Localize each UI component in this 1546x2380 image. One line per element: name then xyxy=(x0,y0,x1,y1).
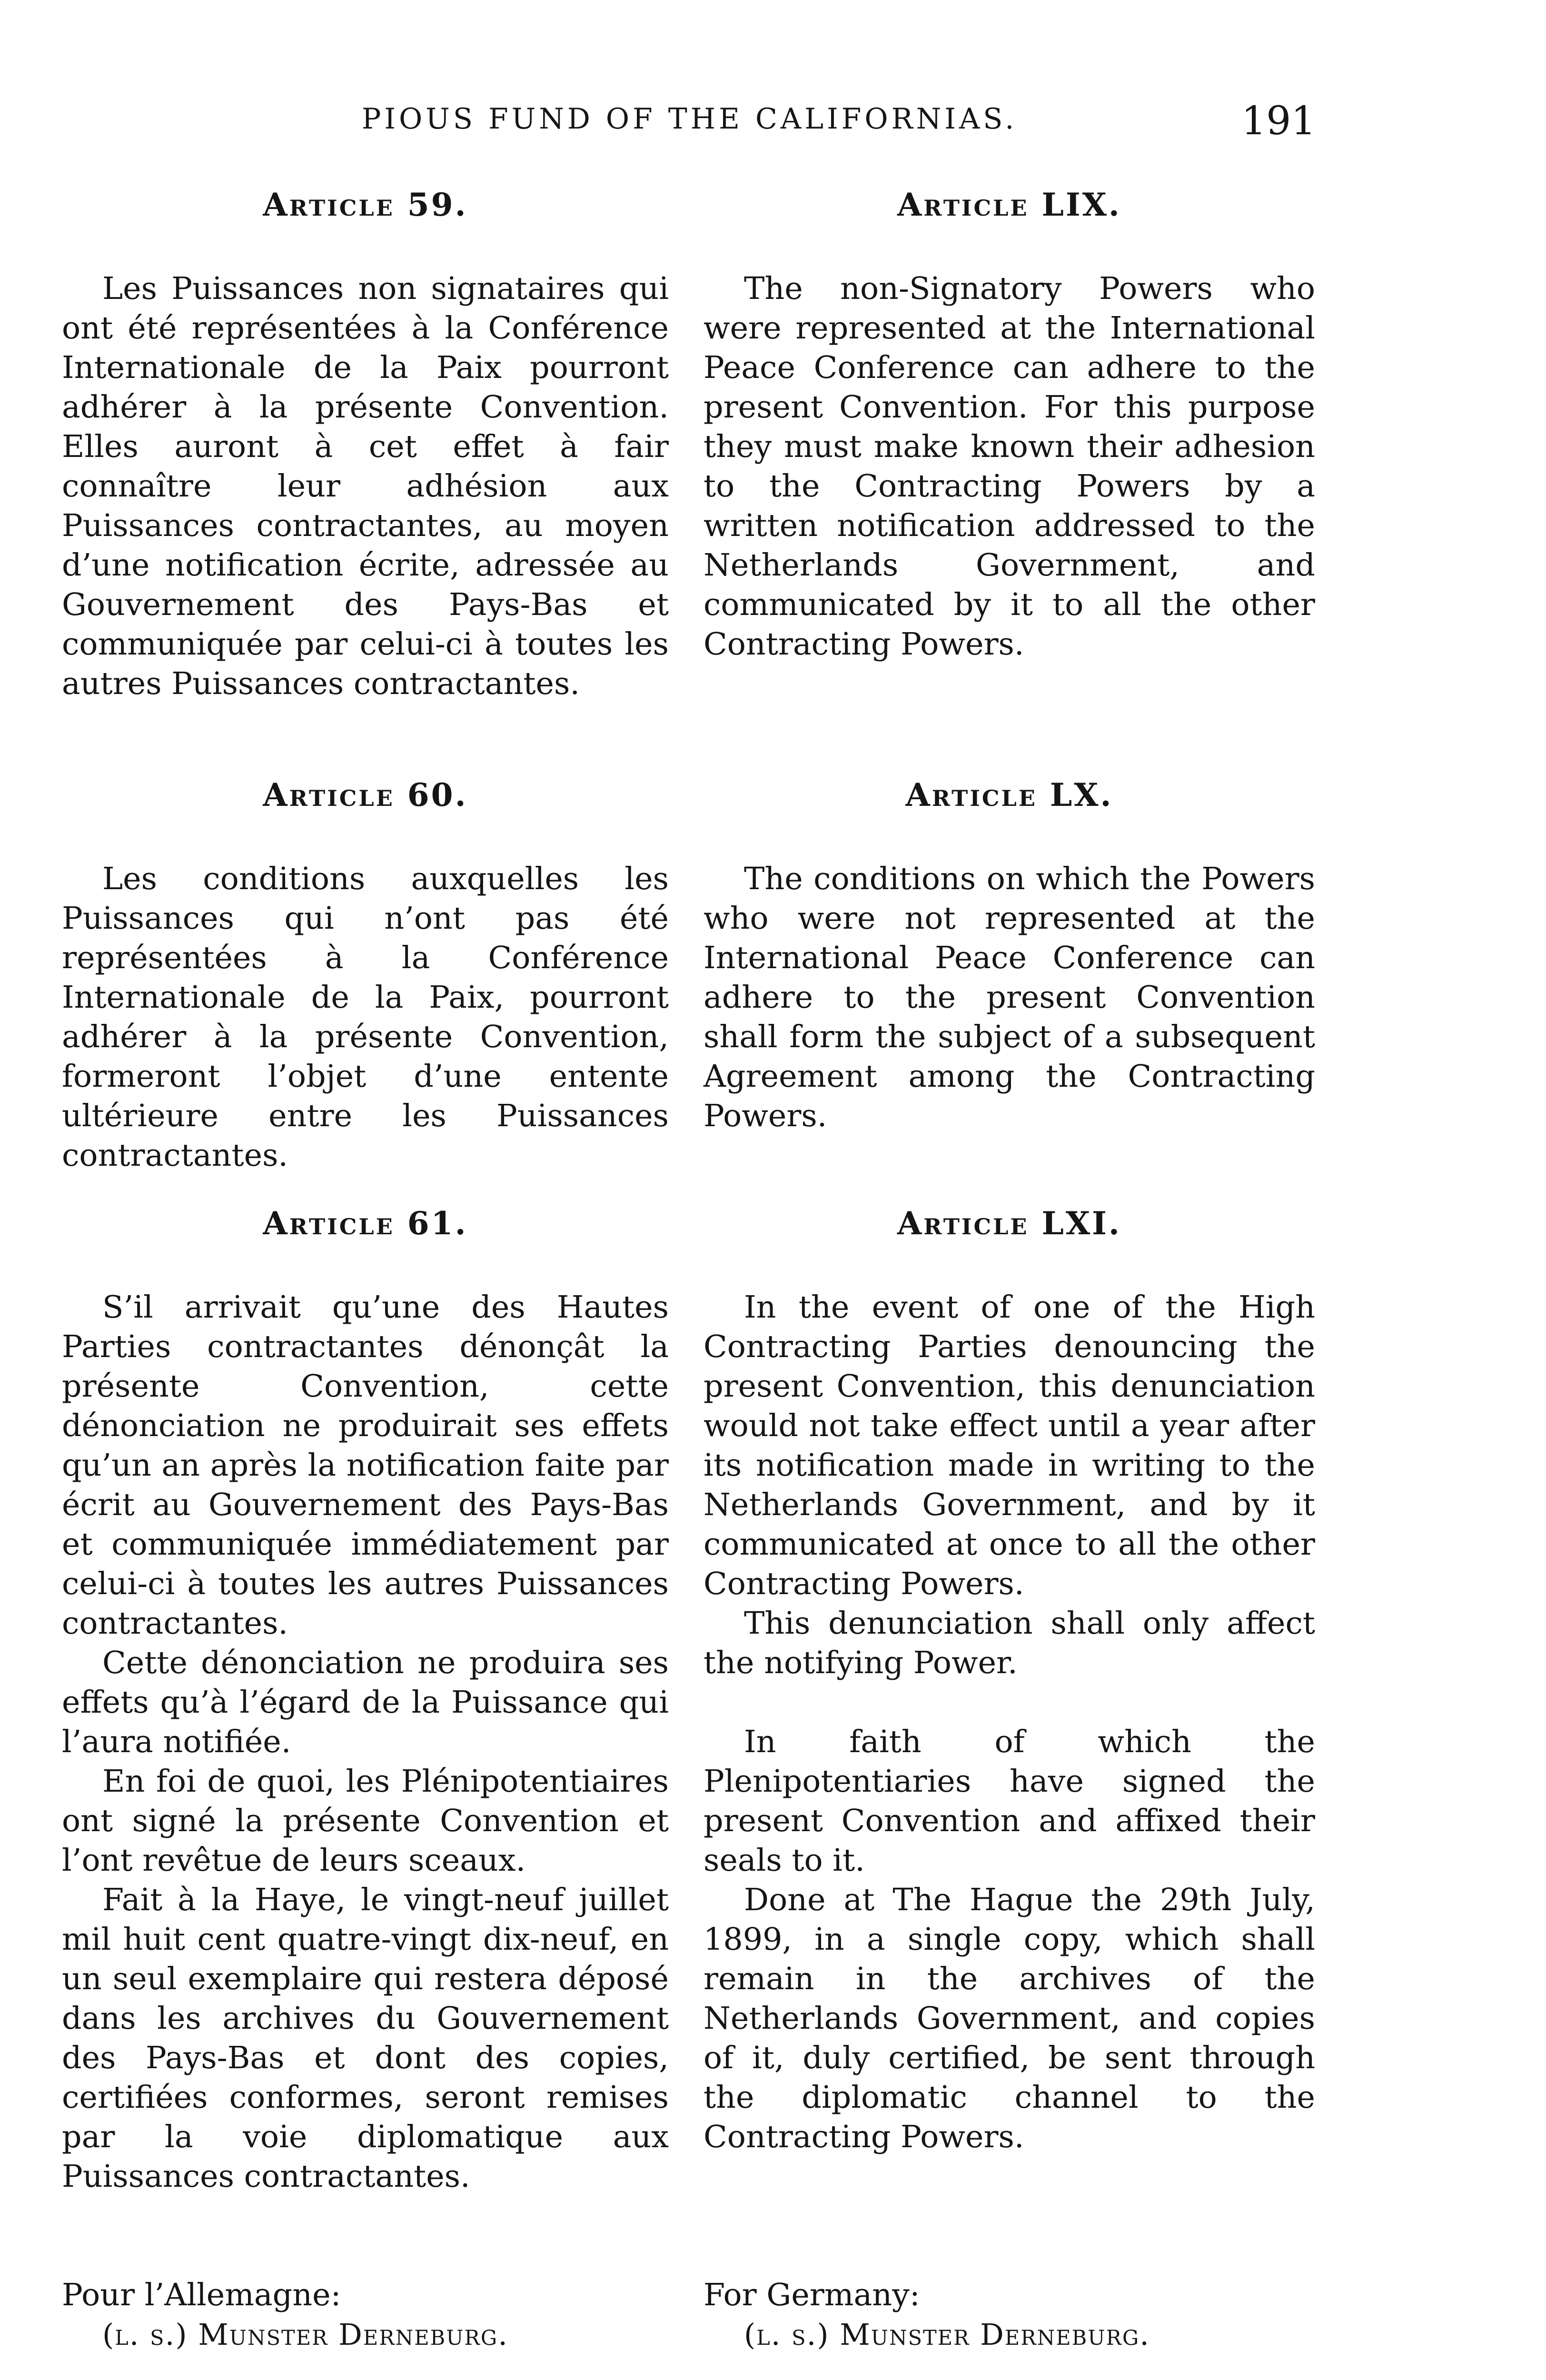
article-paragraph: Les conditions auxquelles les Puissances qui n’ont pas été représentées à la Conférence Internationale de la Paix, pourront adhérer à la présente Convention, formeront l’objet d’une entente ultérieure entre les Puissances contractantes. xyxy=(62,861,669,1173)
signature-line: (l. s.) Munster Derneburg. xyxy=(744,2317,1150,2352)
page-number: 191 xyxy=(1241,99,1316,144)
signature-fr xyxy=(62,2275,669,2354)
article-heading: Article 59. xyxy=(263,186,468,223)
signature-country: For Germany: xyxy=(704,2277,920,2313)
article-paragraph: En foi de quoi, les Plénipotentiaires ont signé la présente Convention et l’ont revêtue de leurs sceaux. xyxy=(62,1764,669,1878)
article-heading: Article LXI. xyxy=(897,1205,1121,1242)
article-heading: Article 60. xyxy=(263,776,468,813)
running-head xyxy=(0,93,1546,145)
article-heading: Article 61. xyxy=(263,1205,468,1242)
article-paragraph: The non-Signatory Powers who were represented at the International Peace Conference can adhere to the present Convention. For this purpose they must make known their adhesion to the Contracting Powers by a written notification addressed to the Netherlands Government, and communicated by it to all the other Contracting Powers. xyxy=(704,271,1315,662)
article-paragraph: S’il arrivait qu’une des Hautes Parties contractantes dénonçât la présente Convention, cette dénonciation ne produirait ses effets qu’un an après la notification faite par écrit au Gouvernement des Pays-Bas et communiquée immédiatement par celui-ci à toutes les autres Puissances contractantes. xyxy=(62,1289,669,1641)
article-paragraph: This denunciation shall only affect the notifying Power. xyxy=(704,1606,1315,1681)
signature-line: (l. s.) Munster Derneburg. xyxy=(102,2317,508,2352)
article-paragraph: In faith of which the Plenipotentiaries have signed the present Convention and affixed their seals to it. xyxy=(704,1724,1315,1878)
article-60-fr xyxy=(62,774,669,1175)
article-paragraph: Cette dénonciation ne produira ses effets qu’à l’égard de la Puissance qui l’aura notifiée. xyxy=(62,1645,669,1760)
article-59-fr xyxy=(62,183,669,704)
article-61-fr xyxy=(62,1202,669,2196)
article-59-en xyxy=(704,183,1315,664)
article-paragraph: Les Puissances non signataires qui ont été représentées à la Conférence Internationale de la Paix pourront adhérer à la présente Convention. Elles auront à cet effet à fair connaître leur adhésion aux Puissances contractantes, au moyen d’une notification écrite, adressée au Gouvernement des Pays-Bas et communiquée par celui-ci à toutes les autres Puissances contractantes. xyxy=(62,271,669,702)
signature-en xyxy=(704,2275,1315,2354)
running-title: PIOUS FUND OF THE CALIFORNIAS. xyxy=(362,102,1018,136)
article-paragraph: Done at The Hague the 29th July, 1899, in a single copy, which shall remain in the archives of the Netherlands Government, and copies of it, duly certified, be sent through the diplomatic channel to the Contracting Powers. xyxy=(704,1882,1315,2155)
article-heading: Article LX. xyxy=(905,776,1113,813)
signature-country: Pour l’Allemagne: xyxy=(62,2277,341,2313)
article-heading: Article LIX. xyxy=(897,186,1121,223)
article-paragraph: The conditions on which the Powers who were not represented at the International Peace Conference can adhere to the present Convention shall form the subject of a subsequent Agreement among the Contracting Powers. xyxy=(704,861,1315,1134)
article-61-en xyxy=(704,1202,1315,2157)
article-paragraph: In the event of one of the High Contracting Parties denouncing the present Convention, this denunciation would not take effect until a year after its notification made in writing to the Netherlands Government, and by it communicated at once to all the other Contracting Powers. xyxy=(704,1289,1315,1602)
article-60-en xyxy=(704,774,1315,1136)
article-paragraph: Fait à la Haye, le vingt-neuf juillet mil huit cent quatre-vingt dix-neuf, en un seul exemplaire qui restera déposé dans les archives du Gouvernement des Pays-Bas et dont des copies, certifiées conformes, seront remises par la voie diplomatique aux Puissances contractantes. xyxy=(62,1882,669,2194)
